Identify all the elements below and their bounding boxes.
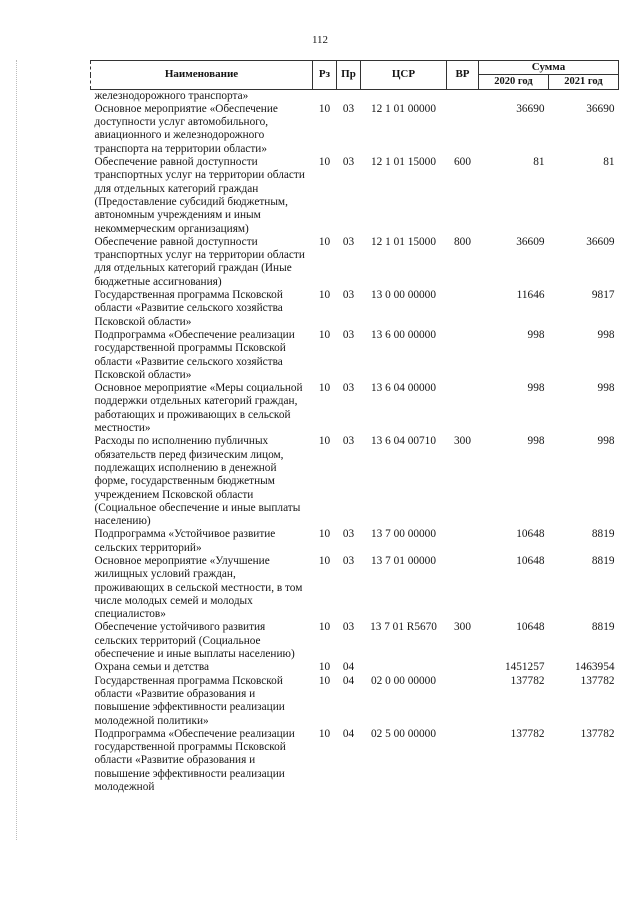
cell-sum-2021: 137782 bbox=[580, 727, 615, 740]
cell-name: Основное мероприятие «Меры социальной поддержки отдельных категорий граждан, работающих и проживающих в сельской местности» bbox=[94, 382, 303, 435]
cell-rz: 10 bbox=[318, 328, 331, 341]
cell-sum-2021: 998 bbox=[597, 382, 615, 395]
table-row bbox=[91, 661, 619, 674]
cell-vr: 300 bbox=[454, 621, 471, 634]
table-row bbox=[91, 675, 619, 728]
table-row bbox=[91, 89, 619, 103]
cell-rz: 10 bbox=[318, 102, 331, 115]
table-row bbox=[91, 728, 619, 794]
header-pr: Пр bbox=[337, 61, 361, 90]
cell-vr: 800 bbox=[454, 235, 471, 248]
header-name: Наименование bbox=[91, 61, 313, 90]
cell-sum-2020: 36690 bbox=[516, 102, 545, 115]
table-row bbox=[91, 156, 619, 236]
cell-sum-2021: 1463954 bbox=[574, 661, 615, 674]
cell-vr: 300 bbox=[454, 435, 471, 448]
cell-csr bbox=[361, 661, 447, 674]
cell-sum-2020: 998 bbox=[527, 328, 545, 341]
cell-name: Расходы по исполнению публичных обязательств перед физическим лицом, подлежащих исполнению в денежной форме, государственным бюджетным учреждением Псковской области (Социальное обеспечение и иные выплаты населению) bbox=[94, 435, 301, 528]
cell-name: Обеспечение равной доступности транспортных услуг на территории области для отдельных категорий граждан (Иные бюджетные ассигнования) bbox=[94, 235, 305, 288]
cell-rz: 10 bbox=[318, 674, 331, 687]
cell-sum-2020: 1451257 bbox=[504, 661, 545, 674]
table-body bbox=[91, 89, 619, 794]
cell-rz: 10 bbox=[318, 727, 331, 740]
cell-vr: 600 bbox=[454, 156, 471, 169]
cell-vr bbox=[447, 89, 479, 103]
table-row bbox=[91, 382, 619, 435]
cell-rz: 10 bbox=[318, 621, 331, 634]
cell-name: Основное мероприятие «Обеспечение доступности услуг автомобильного, авиационного и железнодорожного транспорта на территории области» bbox=[94, 102, 278, 155]
budget-table-container bbox=[90, 60, 618, 794]
cell-vr bbox=[447, 289, 479, 329]
cell-rz bbox=[313, 89, 337, 103]
cell-csr: 02 0 00 00000 bbox=[371, 674, 436, 687]
cell-pr: 03 bbox=[342, 235, 355, 248]
cell-sum-2021: 9817 bbox=[591, 289, 615, 302]
cell-pr: 03 bbox=[342, 621, 355, 634]
cell-sum-2020: 998 bbox=[527, 382, 545, 395]
cell-vr bbox=[447, 103, 479, 156]
cell-csr: 13 7 01 R5670 bbox=[370, 621, 437, 634]
cell-name: Подпрограмма «Обеспечение реализации государственной программы Псковской области «Развитие сельского хозяйства Псковской области» bbox=[94, 328, 295, 381]
cell-vr bbox=[447, 329, 479, 382]
cell-pr: 03 bbox=[342, 289, 355, 302]
cell-csr: 13 6 00 00000 bbox=[371, 328, 436, 341]
cell-csr: 02 5 00 00000 bbox=[371, 727, 436, 740]
table-row bbox=[91, 528, 619, 555]
cell-name: Государственная программа Псковской области «Развитие образования и повышение эффективности реализации молодежной политики» bbox=[94, 674, 285, 727]
cell-rz: 10 bbox=[318, 435, 331, 448]
cell-sum-2021 bbox=[549, 89, 619, 103]
cell-sum-2020: 11646 bbox=[516, 289, 545, 302]
scan-edge bbox=[16, 60, 19, 840]
cell-name: железнодорожного транспорта» bbox=[94, 89, 249, 102]
cell-sum-2021: 36609 bbox=[586, 235, 615, 248]
cell-vr bbox=[447, 555, 479, 621]
budget-table bbox=[90, 60, 619, 794]
cell-csr: 12 1 01 15000 bbox=[371, 235, 436, 248]
cell-pr: 03 bbox=[342, 328, 355, 341]
cell-sum-2021: 8819 bbox=[591, 621, 615, 634]
cell-pr: 03 bbox=[342, 102, 355, 115]
cell-sum-2020: 36609 bbox=[516, 235, 545, 248]
page-number: 112 bbox=[311, 34, 329, 46]
cell-sum-2021: 36690 bbox=[586, 102, 615, 115]
cell-sum-2020: 10648 bbox=[516, 528, 545, 541]
table-row bbox=[91, 621, 619, 661]
cell-pr: 03 bbox=[342, 156, 355, 169]
header-rz: Рз bbox=[313, 61, 337, 90]
cell-sum-2020: 10648 bbox=[516, 621, 545, 634]
cell-sum-2020: 81 bbox=[533, 156, 545, 169]
cell-pr: 03 bbox=[342, 382, 355, 395]
cell-name: Обеспечение равной доступности транспортных услуг на территории области для отдельных категорий граждан (Предоставление субсидий бюджетным, автономным учреждениям и иным некоммерческим организациям) bbox=[94, 156, 305, 235]
cell-name: Подпрограмма «Устойчивое развитие сельских территорий» bbox=[94, 528, 276, 554]
cell-sum-2021: 137782 bbox=[580, 674, 615, 687]
cell-csr: 13 0 00 00000 bbox=[371, 289, 436, 302]
cell-name: Подпрограмма «Обеспечение реализации государственной программы Псковской области «Развитие образования и повышение эффективности реализации молодежной bbox=[94, 727, 295, 794]
table-row bbox=[91, 435, 619, 528]
cell-sum-2020: 137782 bbox=[510, 727, 545, 740]
cell-sum-2020: 998 bbox=[527, 435, 545, 448]
cell-csr: 12 1 01 15000 bbox=[371, 156, 436, 169]
cell-csr bbox=[361, 89, 447, 103]
cell-pr: 03 bbox=[342, 435, 355, 448]
cell-sum-2020: 137782 bbox=[510, 674, 545, 687]
cell-vr bbox=[447, 528, 479, 555]
cell-sum-2021: 8819 bbox=[591, 528, 615, 541]
cell-csr: 13 6 04 00000 bbox=[371, 382, 436, 395]
cell-rz: 10 bbox=[318, 661, 331, 674]
cell-rz: 10 bbox=[318, 382, 331, 395]
cell-csr: 12 1 01 00000 bbox=[371, 102, 436, 115]
cell-csr: 13 7 01 00000 bbox=[371, 554, 436, 567]
cell-name: Обеспечение устойчивого развития сельских территорий (Социальное обеспечение и иные выплаты населению) bbox=[94, 621, 295, 661]
cell-pr: 04 bbox=[342, 661, 355, 674]
cell-rz: 10 bbox=[318, 235, 331, 248]
cell-pr: 04 bbox=[342, 674, 355, 687]
header-year-2020: 2020 год bbox=[479, 75, 549, 89]
cell-name: Основное мероприятие «Улучшение жилищных условий граждан, проживающих в сельской местности, в том числе молодых семей и молодых специалистов» bbox=[94, 554, 303, 621]
cell-sum-2021: 998 bbox=[597, 328, 615, 341]
cell-rz: 10 bbox=[318, 528, 331, 541]
cell-sum-2020: 10648 bbox=[516, 554, 545, 567]
cell-sum-2020 bbox=[479, 89, 549, 103]
table-header bbox=[91, 61, 619, 90]
table-row bbox=[91, 555, 619, 621]
cell-csr: 13 6 04 00710 bbox=[371, 435, 436, 448]
cell-sum-2021: 8819 bbox=[591, 554, 615, 567]
header-csr: ЦСР bbox=[361, 61, 447, 90]
table-row bbox=[91, 289, 619, 329]
cell-pr bbox=[337, 89, 361, 103]
cell-pr: 03 bbox=[342, 554, 355, 567]
cell-vr bbox=[447, 382, 479, 435]
cell-sum-2021: 81 bbox=[603, 156, 615, 169]
table-row bbox=[91, 103, 619, 156]
header-sum: Сумма bbox=[479, 61, 619, 75]
cell-csr: 13 7 00 00000 bbox=[371, 528, 436, 541]
table-row bbox=[91, 236, 619, 289]
table-row bbox=[91, 329, 619, 382]
cell-pr: 04 bbox=[342, 727, 355, 740]
cell-pr: 03 bbox=[342, 528, 355, 541]
cell-sum-2021: 998 bbox=[597, 435, 615, 448]
cell-rz: 10 bbox=[318, 156, 331, 169]
cell-rz: 10 bbox=[318, 554, 331, 567]
header-vr: ВР bbox=[447, 61, 479, 90]
cell-rz: 10 bbox=[318, 289, 331, 302]
header-year-2021: 2021 год bbox=[549, 75, 619, 89]
cell-vr bbox=[447, 728, 479, 794]
cell-name: Государственная программа Псковской области «Развитие сельского хозяйства Псковской области» bbox=[94, 289, 283, 328]
cell-vr bbox=[447, 661, 479, 674]
cell-vr bbox=[447, 675, 479, 728]
cell-name: Охрана семьи и детства bbox=[94, 661, 210, 674]
